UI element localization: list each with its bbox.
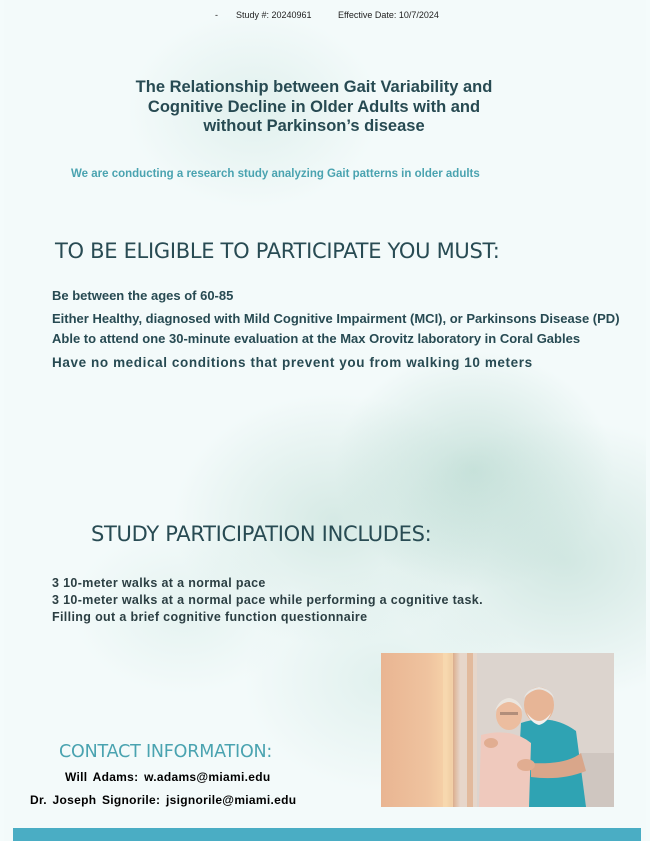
couple-photo-illustration: [381, 653, 614, 807]
study-title-line-1: The Relationship between Gait Variability and: [135, 78, 493, 96]
contact-name: Will Adams:: [65, 770, 139, 784]
participation-list: [52, 575, 632, 626]
study-title: [64, 78, 564, 137]
contact-name: Dr. Joseph Signorile:: [30, 793, 161, 807]
eligibility-item: Have no medical conditions that prevent you from walking 10 meters: [52, 354, 533, 370]
eligibility-heading: TO BE ELIGIBLE TO PARTICIPATE YOU MUST:: [55, 239, 500, 263]
eligibility-item: Be between the ages of 60-85: [52, 288, 234, 303]
study-number: Study #: 20240961: [236, 10, 312, 20]
contact-email-link[interactable]: w.adams@miami.edu: [144, 770, 271, 784]
couple-photo: [381, 653, 614, 807]
study-subtitle: We are conducting a research study analyzing Gait patterns in older adults: [71, 168, 480, 180]
contact-joseph-signorile: [30, 793, 296, 807]
contact-will-adams: [65, 770, 270, 784]
flyer-page: [4, 0, 646, 841]
effective-date: Effective Date: 10/7/2024: [338, 10, 439, 20]
footer-bar: [13, 828, 641, 841]
eligibility-item: Either Healthy, diagnosed with Mild Cognitive Impairment (MCI), or Parkinsons Disease (PD): [52, 310, 620, 326]
eligibility-list: [52, 290, 632, 381]
contact-heading: CONTACT INFORMATION:: [59, 742, 273, 762]
study-title-line-3: without Parkinson’s disease: [203, 117, 425, 135]
participation-heading: STUDY PARTICIPATION INCLUDES:: [91, 522, 432, 546]
participation-item: 3 10-meter walks at a normal pace: [52, 576, 266, 590]
header-dash: -: [215, 10, 218, 20]
participation-item: Filling out a brief cognitive function questionnaire: [52, 610, 368, 624]
contact-email-link[interactable]: jsignorile@miami.edu: [165, 793, 297, 807]
eligibility-item: Able to attend one 30-minute evaluation at the Max Orovitz laboratory in Coral Gables: [52, 330, 581, 346]
study-title-line-2: Cognitive Decline in Older Adults with and: [147, 97, 481, 116]
participation-item: 3 10-meter walks at a normal pace while performing a cognitive task.: [52, 593, 483, 607]
